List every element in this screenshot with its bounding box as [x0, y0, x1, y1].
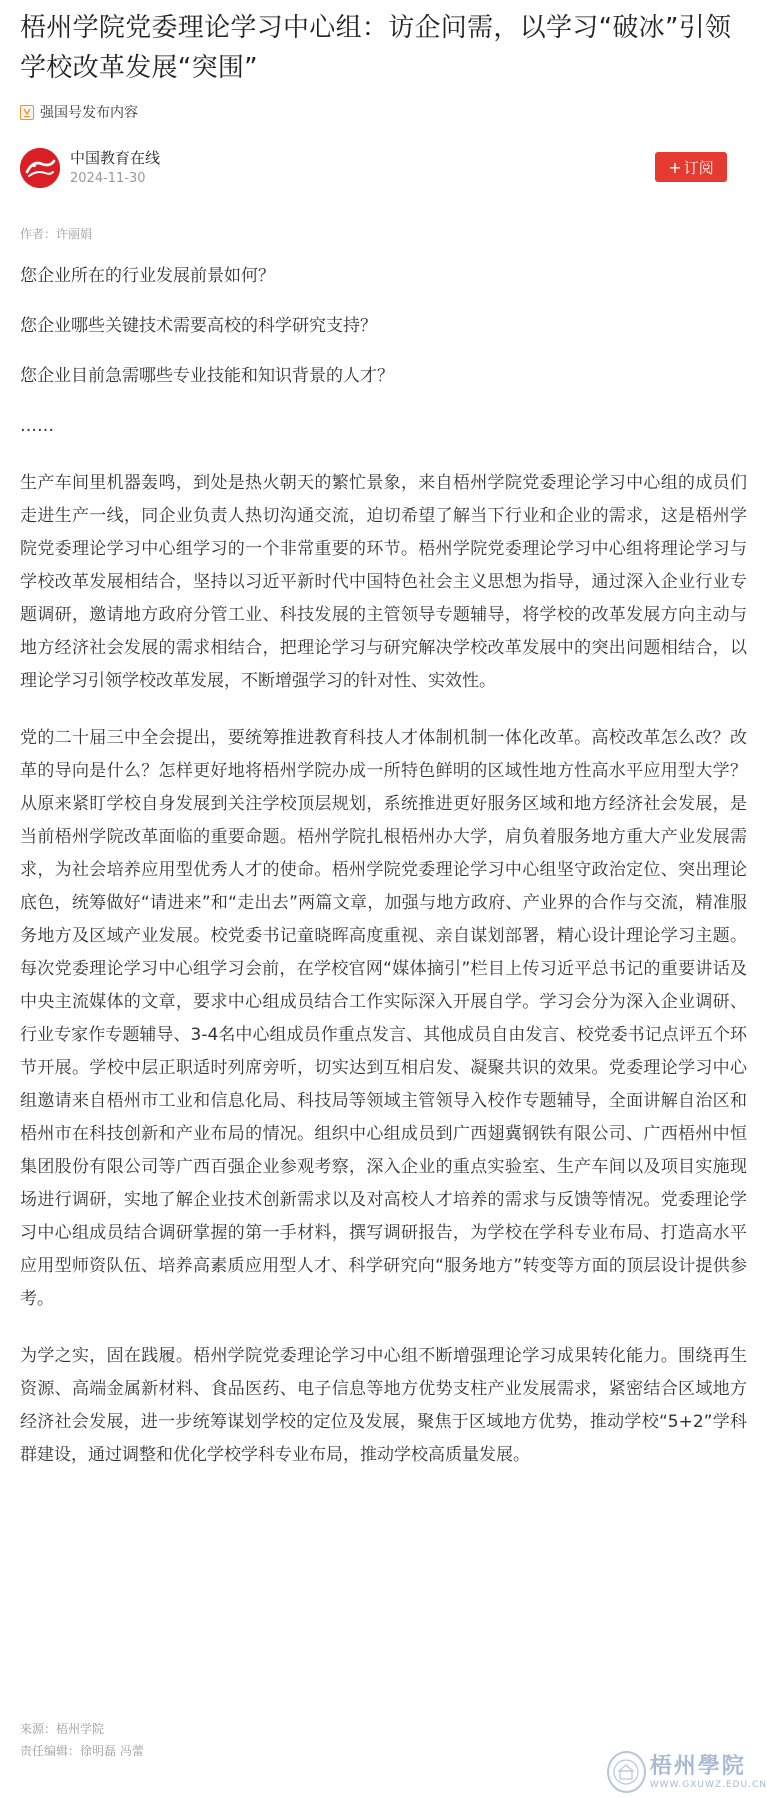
author-name[interactable]: 中国教育在线 [70, 149, 161, 167]
article-paragraph: 您企业目前急需哪些专业技能和知识背景的人才？ [20, 366, 394, 386]
publish-badge-icon [20, 105, 34, 120]
article-paragraph: 党的二十届三中全会提出，要统筹推进教育科技人才体制机制一体化改革。高校改革怎么改？改革的导向是什么？怎样更好地将梧州学院办成一所特色鲜明的区域性地方性高水平应用型大学？从原来紧盯学校自身发展到关注学校顶层规划，系统推进更好服务区域和地方经济社会发展，是当前梧州学院改革面临的重要命题。梧州学院扎根梧州办大学，肩负着服务地方重大产业发展需求，为社会培养应用型优秀人才的使命。梧州学院党委理论学习中心组坚守政治定位、突出理论底色，统筹做好“请进来”和“走出去”两篇文章，加强与地方政府、产业界的合作与交流，精准服务地方及区域产业发展。校党委书记童晓晖高度重视、亲自谋划部署，精心设计理论学习主题。每次党委理论学习中心组学习会前，在学校官网“媒体摘引”栏目上传习近平总书记的重要讲话及中央主流媒体的文章，要求中心组成员结合工作实际深入开展自学。学习会分为深入企业调研、行业专家作专题辅导、3-4名中心组成员作重点发言、其他成员自由发言、校党委书记点评五个环节开展。学校中层正职适时列席旁听，切实达到互相启发、凝聚共识的效果。党委理论学习中心组邀请来自梧州市工业和信息化局、科技局等领域主管领导入校作专题辅导，全面讲解自治区和梧州市在科技创新和产业布局的情况。组织中心组成员到广西翅冀钢铁有限公司、广西梧州中恒集团股份有限公司等广西百强企业参观考察，深入企业的重点实验室、生产车间以及项目实施现场进行调研，实地了解企业技术创新需求以及对高校人才培养的需求与反馈等情况。党委理论学习中心组成员结合调研掌握的第一手材料，撰写调研报告，为学校在学科专业布局、打造高水平应用型师资队伍、培养高素质应用型人才、科学研究向“服务地方”转变等方面的顶层设计提供参考。 [20, 728, 747, 1309]
watermark-text [650, 1753, 767, 1791]
article-content [20, 260, 747, 1472]
article-paragraph: 您企业哪些关键技术需要高校的科学研究支持？ [20, 316, 377, 336]
article-paragraph: …… [20, 416, 54, 436]
university-seal-icon [607, 1751, 646, 1793]
subscribe-button[interactable] [655, 152, 727, 182]
article-writer: 作者：许丽娟 [20, 227, 93, 241]
article-title: 梧州学院党委理论学习中心组：访企问需，以学习“破冰”引领学校改革发展“突围” [20, 13, 732, 83]
author-meta [70, 148, 160, 188]
publish-date: 2024-11-30 [70, 171, 146, 186]
publish-tag-label: 强国号发布内容 [40, 105, 138, 121]
author-avatar[interactable] [20, 148, 60, 188]
publish-tag [20, 102, 747, 122]
article-paragraph: 您企业所在的行业发展前景如何？ [20, 266, 275, 286]
watermark [607, 1747, 767, 1797]
article-footer [20, 1718, 144, 1762]
article-paragraph: 为学之实，固在践履。梧州学院党委理论学习中心组不断增强理论学习成果转化能力。围绕再生资源、高端金属新材料、食品医药、电子信息等地方优势支柱产业发展需求，紧密结合区域地方经济社会发展，进一步统筹谋划学校的定位及发展，聚焦于区域地方优势，推动学校“5+2”学科群建设，通过调整和优化学校学科专业布局，推动学校高质量发展。 [20, 1346, 747, 1465]
article-editor: 责任编辑：徐明磊 冯蕾 [20, 1744, 144, 1758]
article-paragraph: 生产车间里机器轰鸣，到处是热火朝天的繁忙景象，来自梧州学院党委理论学习中心组的成员们走进生产一线，同企业负责人热切沟通交流，迫切希望了解当下行业和企业的需求，这是梧州学院党委理论学习中心组学习的一个非常重要的环节。梧州学院党委理论学习中心组将理论学习与学校改革发展相结合，坚持以习近平新时代中国特色社会主义思想为指导，通过深入企业行业专题调研，邀请地方政府分管工业、科技发展的主管领导专题辅导，将学校的改革发展方向主动与地方经济社会发展的需求相结合，把理论学习与研究解决学校改革发展中的突出问题相结合，以理论学习引领学校改革发展，不断增强学习的针对性、实效性。 [20, 473, 747, 691]
article-source: 来源：梧州学院 [20, 1722, 105, 1736]
watermark-url: WWW.GXUWZ.EDU.CN [649, 1780, 767, 1790]
author-row [20, 144, 747, 192]
subscribe-label: 订阅 [683, 158, 714, 177]
plus-icon: + [668, 157, 682, 177]
watermark-name: 梧州學院 [649, 1753, 746, 1779]
eol-logo-icon [20, 148, 60, 188]
